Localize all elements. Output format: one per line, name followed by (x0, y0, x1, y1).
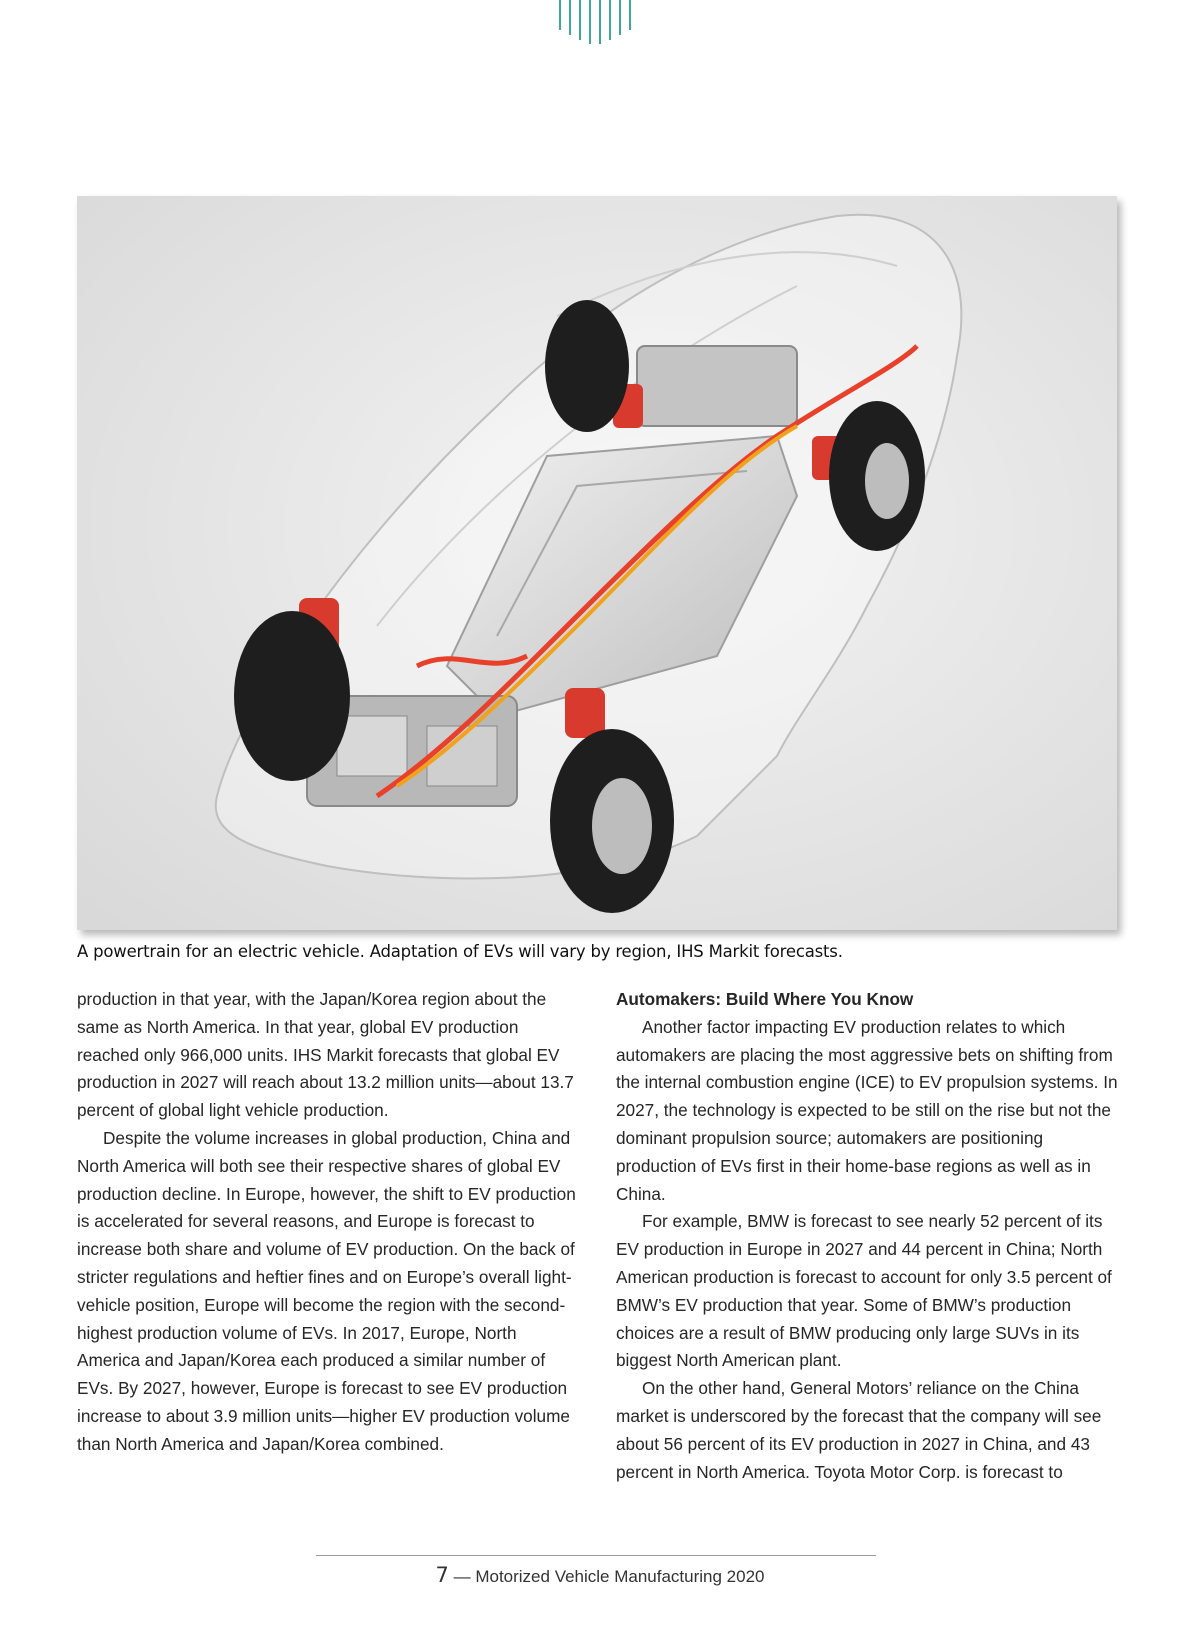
figure-caption: A powertrain for an electric vehicle. Adaptation of EVs will vary by region, IHS Markit forecasts. (77, 942, 843, 961)
publication-title: Motorized Vehicle Manufacturing 2020 (475, 1567, 765, 1586)
paragraph: Another factor impacting EV production relates to which automakers are placing the most aggressive bets on shifting from the internal combustion engine (ICE) to EV propulsion systems. In 2027, the technology is expected to be still on the rise but not the dominant propulsion source; automakers are positioning production of EVs first in their home-base regions as well as in China. (616, 1016, 1118, 1204)
page-number: 7 (435, 1563, 449, 1587)
footer-separator: — (453, 1567, 471, 1586)
right-text-column (616, 986, 1126, 1486)
section-heading: Automakers: Build Where You Know (616, 989, 914, 1009)
paragraph: On the other hand, General Motors’ reliance on the China market is underscored by the forecast that the company will see about 56 percent of its EV production in 2027 in China, and 43 percent in North America. Toyota Motor Corp. is forecast to (616, 1378, 1102, 1482)
footer-divider (316, 1555, 876, 1556)
paragraph: production in that year, with the Japan/Korea region about the same as North America. In that year, global EV production reached only 966,000 units. IHS Markit forecasts that global EV production in 2027 will reach about 13.2 million units—about 13.7 percent of global light vehicle production. (77, 989, 574, 1121)
left-text-column (77, 986, 582, 1459)
decorative-teal-lines (557, 0, 639, 46)
ev-powertrain-photo (77, 196, 1117, 930)
paragraph: For example, BMW is forecast to see nearly 52 percent of its EV production in Europe in 2027 and 44 percent in China; North American production is forecast to account for only 3.5 percent of BMW’s EV production that year. Some of BMW’s production choices are a result of BMW producing only large SUVs in its biggest North American plant. (616, 1211, 1112, 1371)
paragraph: Despite the volume increases in global production, China and North America will both see their respective shares of global EV production decline. In Europe, however, the shift to EV production is accelerated for several reasons, and Europe is forecast to increase both share and volume of EV production. On the back of stricter regulations and heftier fines and on Europe’s overall light-vehicle position, Europe will become the region with the second-highest production volume of EVs. In 2017, Europe, North America and Japan/Korea each produced a similar number of EVs. By 2027, however, Europe is forecast to see EV production increase to about 3.9 million units—higher EV production volume than North America and Japan/Korea combined. (77, 1127, 576, 1454)
page-footer (0, 1563, 1200, 1587)
